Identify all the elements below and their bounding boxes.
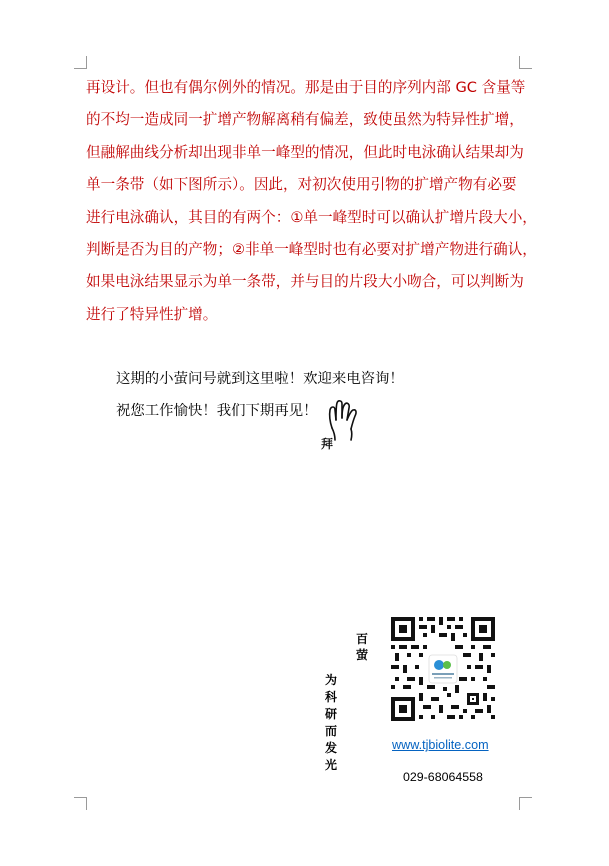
body-paragraph <box>86 72 537 331</box>
waving-hand-icon <box>318 398 362 454</box>
phone-number: 029-68064558 <box>403 770 483 784</box>
website-link[interactable]: www.tjbiolite.com <box>392 738 489 752</box>
crop-mark-top-left <box>74 56 87 69</box>
closing-line-1: 这期的小萤问号就到这里啦！欢迎来电咨询！ <box>116 371 404 387</box>
paragraph-line: 单一条带（如下图所示）。因此，对初次使用引物的扩增产物有必要 <box>86 176 517 194</box>
paragraph-line: 如果电泳结果显示为单一条带，并与目的片段大小吻合，可以判断为 <box>86 273 524 291</box>
crop-mark-bottom-right <box>519 797 532 810</box>
paragraph-line: 的不均一造成同一扩增产物解离稍有偏差，致使虽然为特异性扩增， <box>86 111 524 129</box>
crop-mark-bottom-left <box>74 797 87 810</box>
paragraph-line: 判断是否为目的产物；②非单一峰型时也有必要对扩增产物进行确认， <box>86 240 537 258</box>
paragraph-line: 再设计。但也有偶尔例外的情况。那是由于目的序列内部 GC 含量等 <box>86 79 526 96</box>
crop-mark-top-right <box>519 56 532 69</box>
qr-code-icon[interactable] <box>389 615 497 723</box>
hand-caption: 拜 <box>321 437 334 451</box>
paragraph-line: 但融解曲线分析却出现非单一峰型的情况，但此时电泳确认结果却为 <box>86 143 524 161</box>
paragraph-line: 进行电泳确认，其目的有两个：①单一峰型时可以确认扩增片段大小， <box>86 208 537 226</box>
paragraph-line: 进行了特异性扩增。 <box>86 305 218 323</box>
brand-name-vertical: 百萤 <box>355 632 368 662</box>
closing-line-2: 祝您工作愉快！我们下期再见！ <box>116 403 318 419</box>
brand-slogan-vertical: 为科研而发光 <box>324 673 337 772</box>
